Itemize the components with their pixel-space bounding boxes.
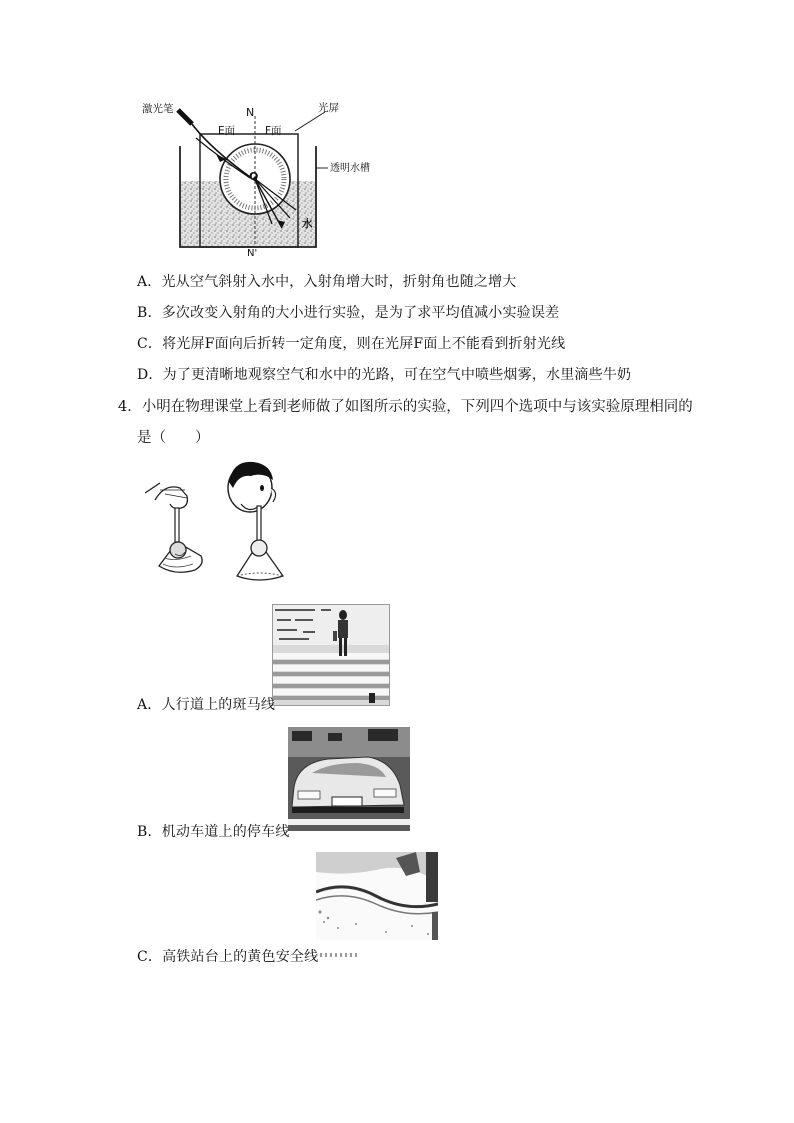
- q3-option-a: A．光从空气斜射入水中，入射角增大时，折射角也随之增大: [137, 274, 517, 290]
- q4-option-a: A．人行道上的斑马线: [137, 697, 276, 713]
- q4-stem-line2: 是（ ）: [137, 430, 210, 446]
- rail-platform-photo: [316, 852, 438, 940]
- tank-label: 透明水槽: [330, 163, 370, 174]
- q4-option-c: C．高铁站台上的黄色安全线: [137, 949, 319, 965]
- q3-option-b: B．多次改变入射角的大小进行实验，是为了求平均值减小实验误差: [137, 305, 560, 321]
- laser-pen-label: 激光笔: [142, 103, 174, 115]
- funnel-ball-experiment-figure: [145, 458, 295, 582]
- f-face-label: F面: [265, 125, 282, 137]
- screen-label: 光屏: [318, 102, 339, 114]
- q3-option-c: C．将光屏F面向后折转一定角度，则在光屏F面上不能看到折射光线: [137, 336, 566, 352]
- q4-option-b: B．机动车道上的停车线: [137, 824, 290, 840]
- water-label: 水: [302, 218, 313, 230]
- zebra-crossing-photo: [272, 604, 390, 706]
- point-o-label: O: [249, 170, 259, 183]
- normal-n-prime-label: N': [247, 248, 258, 259]
- e-face-label: E面: [218, 125, 236, 137]
- q3-option-d: D．为了更清晰地观察空气和水中的光路，可在空气中喷些烟雾，水里滴些牛奶: [137, 367, 632, 383]
- normal-n-label: N: [246, 106, 255, 119]
- q4-stem-line1: 4．小明在物理课堂上看到老师做了如图所示的实验，下列四个选项中与该实验原理相同的: [118, 399, 693, 415]
- speck-decoration: [320, 953, 360, 957]
- car-stop-line-photo: [288, 727, 410, 831]
- refraction-experiment-figure: [130, 98, 390, 260]
